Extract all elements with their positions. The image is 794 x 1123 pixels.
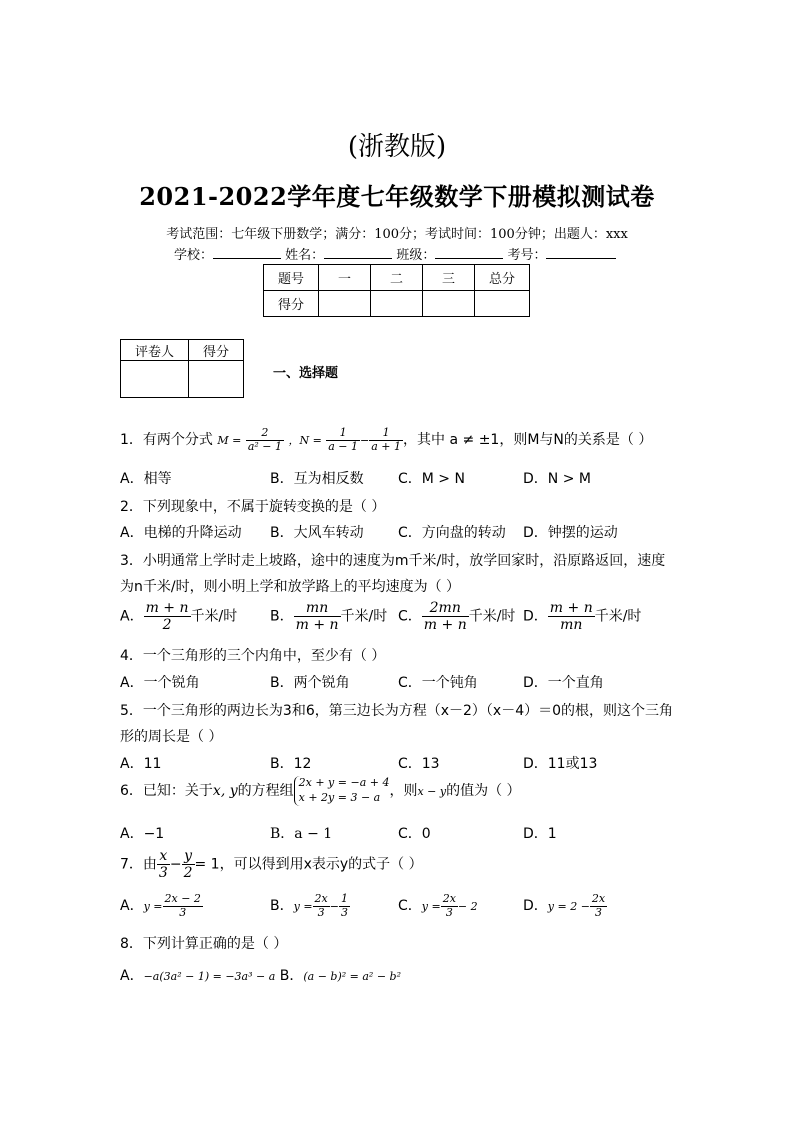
- q7-a-fraction: [163, 893, 203, 919]
- q7-option-b[interactable]: B．y = $\frac{2x}{3}$ − $\frac{1}{3}$: [270, 892, 348, 919]
- q3-c-unit: 千米/时: [468, 608, 516, 625]
- score-cell[interactable]: [319, 291, 371, 317]
- score-table-header: 一: [319, 265, 371, 291]
- reviewer-table: [120, 339, 244, 398]
- q3-option-c[interactable]: [398, 600, 515, 633]
- q5-option-c[interactable]: C．13: [398, 756, 440, 772]
- q7-c-pre: y =: [421, 900, 441, 914]
- reviewer-cell[interactable]: [121, 361, 189, 398]
- q7-b-d1: 3: [317, 905, 325, 919]
- q3-c-den: m + n: [423, 617, 467, 634]
- q1-prefix: 1．有两个分式: [120, 432, 213, 449]
- score-cell[interactable]: [423, 291, 475, 317]
- q3-c-fraction: [422, 600, 469, 633]
- q7-option-d[interactable]: [523, 893, 607, 919]
- q7-d-den: 3: [595, 905, 603, 919]
- question-6-stem: [120, 776, 521, 806]
- q7-option-c[interactable]: [398, 893, 478, 919]
- score-table: [263, 264, 530, 317]
- q3-d-unit: 千米/时: [594, 608, 642, 625]
- q2-option-c[interactable]: C．方向盘的转动: [398, 525, 506, 541]
- q5-option-b[interactable]: B．12: [270, 756, 312, 772]
- question-8-stem: 8．下列计算正确的是（ ）: [120, 936, 288, 952]
- reviewer-header: 评卷人: [121, 340, 189, 361]
- score-row-label: 得分: [264, 291, 319, 317]
- q6-eq2: x + 2y = 3 − a: [298, 790, 381, 804]
- q1-frac2-num: 1: [326, 427, 360, 441]
- q7-f1-num: x: [157, 848, 170, 865]
- q7-a-num: 2x − 2: [164, 892, 201, 905]
- question-3-stem-line1: 3．小明通常上学时走上坡路，途中的速度为m千米/时，放学回家时，沿原路返回，速度: [120, 553, 666, 569]
- q7-d-label: D．: [523, 898, 548, 915]
- q3-c-label: C．: [398, 608, 422, 625]
- q7-f2-den: 2: [183, 865, 193, 882]
- q3-d-label: D．: [523, 608, 548, 625]
- q4-option-b[interactable]: B．两个锐角: [270, 675, 350, 691]
- q1-option-d[interactable]: D．N > M: [523, 471, 591, 487]
- q7-b-d2: 3: [340, 905, 348, 919]
- q6-mid: 的方程组: [237, 782, 294, 799]
- q7-a-label: A．: [120, 898, 144, 915]
- q6-option-b[interactable]: B．a − 1: [270, 826, 333, 842]
- q8-b-label: B．: [279, 968, 304, 984]
- q7-prefix: 7．由: [120, 856, 157, 873]
- q6-vars: x, y: [212, 782, 238, 799]
- score-table-header: 总分: [475, 265, 530, 291]
- q6-option-c[interactable]: C．0: [398, 826, 431, 842]
- q4-option-c[interactable]: C．一个钝角: [398, 675, 478, 691]
- q7-c-post: − 2: [457, 900, 478, 914]
- q3-b-label: B．: [270, 608, 294, 625]
- q8-option-a[interactable]: [120, 968, 275, 984]
- score-table-header: 三: [423, 265, 475, 291]
- name-field[interactable]: [324, 246, 392, 259]
- q3-a-num: m + n: [145, 600, 189, 616]
- student-info-line: [174, 244, 616, 263]
- q3-d-fraction: [548, 600, 595, 633]
- question-2-stem: 2．下列现象中，不属于旋转变换的是（ ）: [120, 499, 386, 515]
- q3-a-fraction: [144, 600, 191, 633]
- q3-c-num: 2mn: [422, 600, 469, 617]
- q3-b-unit: 千米/时: [340, 608, 388, 625]
- q4-option-d[interactable]: D．一个直角: [523, 675, 604, 691]
- question-5-stem-line2: 形的周长是（ ）: [120, 729, 223, 745]
- q2-option-a[interactable]: A．电梯的升降运动: [120, 525, 242, 541]
- q7-f1-den: 3: [158, 865, 168, 882]
- q1-frac1-den: a² − 1: [247, 439, 282, 453]
- q2-option-d[interactable]: D．钟摆的运动: [523, 525, 618, 541]
- q6-option-d[interactable]: D．1: [523, 826, 557, 842]
- q3-option-d[interactable]: [523, 600, 641, 633]
- q6-end: 的值为（ ）: [446, 782, 521, 799]
- q7-d-fraction: [590, 893, 607, 919]
- q7-a-pre: y =: [143, 900, 163, 914]
- school-label: 学校：: [174, 248, 214, 263]
- section-title: 一、选择题: [273, 366, 339, 381]
- q1-n-label: ，N =: [288, 434, 322, 448]
- class-label: 班级：: [396, 248, 436, 263]
- q1-frac3-num: 1: [369, 427, 403, 441]
- q3-a-den: 2: [162, 617, 172, 634]
- q1-frac2-den: a − 1: [328, 439, 359, 453]
- q7-c-den: 3: [445, 905, 453, 919]
- q1-fraction-n1: [326, 427, 360, 453]
- q7-f2-num: y: [182, 848, 195, 865]
- q3-a-label: A．: [120, 608, 144, 625]
- q1-fraction-m: [246, 427, 284, 453]
- page-title: 2021-2022学年度七年级数学下册模拟测试卷: [139, 182, 655, 211]
- score-cell[interactable]: [475, 291, 530, 317]
- exam-number-field[interactable]: [546, 246, 616, 259]
- q7-c-num: 2x: [442, 892, 456, 905]
- score-table-header: 题号: [264, 265, 319, 291]
- q3-d-num: m + n: [549, 600, 593, 616]
- q3-d-den: mn: [560, 617, 583, 634]
- q7-b-n2: 1: [340, 892, 348, 905]
- reviewer-score-header: 得分: [189, 340, 244, 361]
- q8-b-expr: (a − b)² = a² − b²: [303, 970, 401, 983]
- q7-b-label: B．: [270, 898, 294, 915]
- q3-option-b[interactable]: [270, 600, 387, 633]
- class-field[interactable]: [435, 246, 503, 259]
- reviewer-score-cell[interactable]: [189, 361, 244, 398]
- q8-options-row: [120, 965, 401, 985]
- q7-a-den: 3: [179, 905, 187, 919]
- number-label: 考号：: [507, 248, 547, 263]
- q6-expr: x − y: [417, 784, 447, 798]
- q1-option-a[interactable]: A．相等: [120, 471, 172, 487]
- q8-a-label: A．: [120, 968, 144, 984]
- q5-option-d[interactable]: D．11或13: [523, 756, 598, 772]
- q7-frac-y: [182, 848, 195, 881]
- q3-b-den: m + n: [295, 617, 339, 634]
- question-1-stem: 1．有两个分式 M = $\frac{2}{\text{a² − 1}}$ ，N = $\frac{1}{a - 1}$ − $\frac{1}{a + 1}$ ，其中 a ≠ ±1，则M与N的关系是（ ）: [120, 426, 653, 453]
- q7-c-fraction: [441, 893, 458, 919]
- q7-b-pre: y =: [293, 900, 313, 914]
- q7-frac-x: [157, 848, 170, 881]
- question-3-stem-line2: 为n千米/时，则小明上学和放学路上的平均速度为（ ）: [120, 579, 461, 595]
- q6-prefix: 6．已知：关于: [120, 782, 213, 799]
- q2-option-b[interactable]: B．大风车转动: [270, 525, 364, 541]
- q4-option-a[interactable]: A．一个锐角: [120, 675, 200, 691]
- q7-d-pre: y = 2 −: [547, 900, 590, 914]
- name-label: 姓名：: [285, 248, 325, 263]
- school-field[interactable]: [213, 246, 281, 259]
- q1-option-c[interactable]: C．M > N: [398, 471, 465, 487]
- q8-a-expr: −a(3a² − 1) = −3a³ − a: [143, 970, 276, 983]
- subtitle: (浙教版): [347, 132, 447, 162]
- q7-c-label: C．: [398, 898, 422, 915]
- q7-b-n1: 2x: [314, 892, 328, 905]
- q7-d-num: 2x: [591, 892, 606, 905]
- q1-option-b[interactable]: B．互为相反数: [270, 471, 364, 487]
- q8-option-b[interactable]: [280, 968, 401, 984]
- q7-eq: = 1: [194, 856, 220, 873]
- q6-option-a[interactable]: A．−1: [120, 826, 165, 842]
- q1-frac3-den: a + 1: [371, 439, 402, 453]
- q6-suffix: ，则: [389, 782, 418, 799]
- q3-b-num: mn: [294, 600, 341, 617]
- question-5-stem-line1: 5．一个三角形的两边长为3和6，第三边长为方程（x－2）（x－4）＝0的根，则这个三角: [120, 703, 674, 719]
- q1-condition: ，其中 a ≠ ±1，则M与N的关系是（ ）: [403, 432, 653, 449]
- q5-option-a[interactable]: A．11: [120, 756, 162, 772]
- q7-b-fraction2: [339, 893, 350, 919]
- q7-option-a[interactable]: [120, 893, 203, 919]
- question-7-stem: 7．由 $\frac{x}{3}$ − $\frac{y}{2}$ = 1，可以得到用x表示y的式子（ ）: [120, 848, 423, 882]
- q1-frac1-num: 2: [246, 427, 284, 441]
- q1-fraction-n2: [369, 427, 403, 453]
- q6-equation-system: [294, 776, 390, 806]
- q3-option-a[interactable]: [120, 600, 237, 633]
- q6-eq1: 2x + y = −a + 4: [298, 776, 390, 789]
- exam-info-line: 考试范围：七年级下册数学；满分：100分；考试时间：100分钟；出题人：xxx: [166, 227, 628, 242]
- question-4-stem: 4．一个三角形的三个内角中，至少有（ ）: [120, 648, 386, 664]
- q7-b-fraction1: [313, 893, 330, 919]
- q7-suffix: ，可以得到用x表示y的式子（ ）: [219, 856, 423, 873]
- q1-m-label: M =: [217, 434, 242, 448]
- score-cell[interactable]: [371, 291, 423, 317]
- q3-a-unit: 千米/时: [190, 608, 238, 625]
- q3-b-fraction: [294, 600, 341, 633]
- score-table-header: 二: [371, 265, 423, 291]
